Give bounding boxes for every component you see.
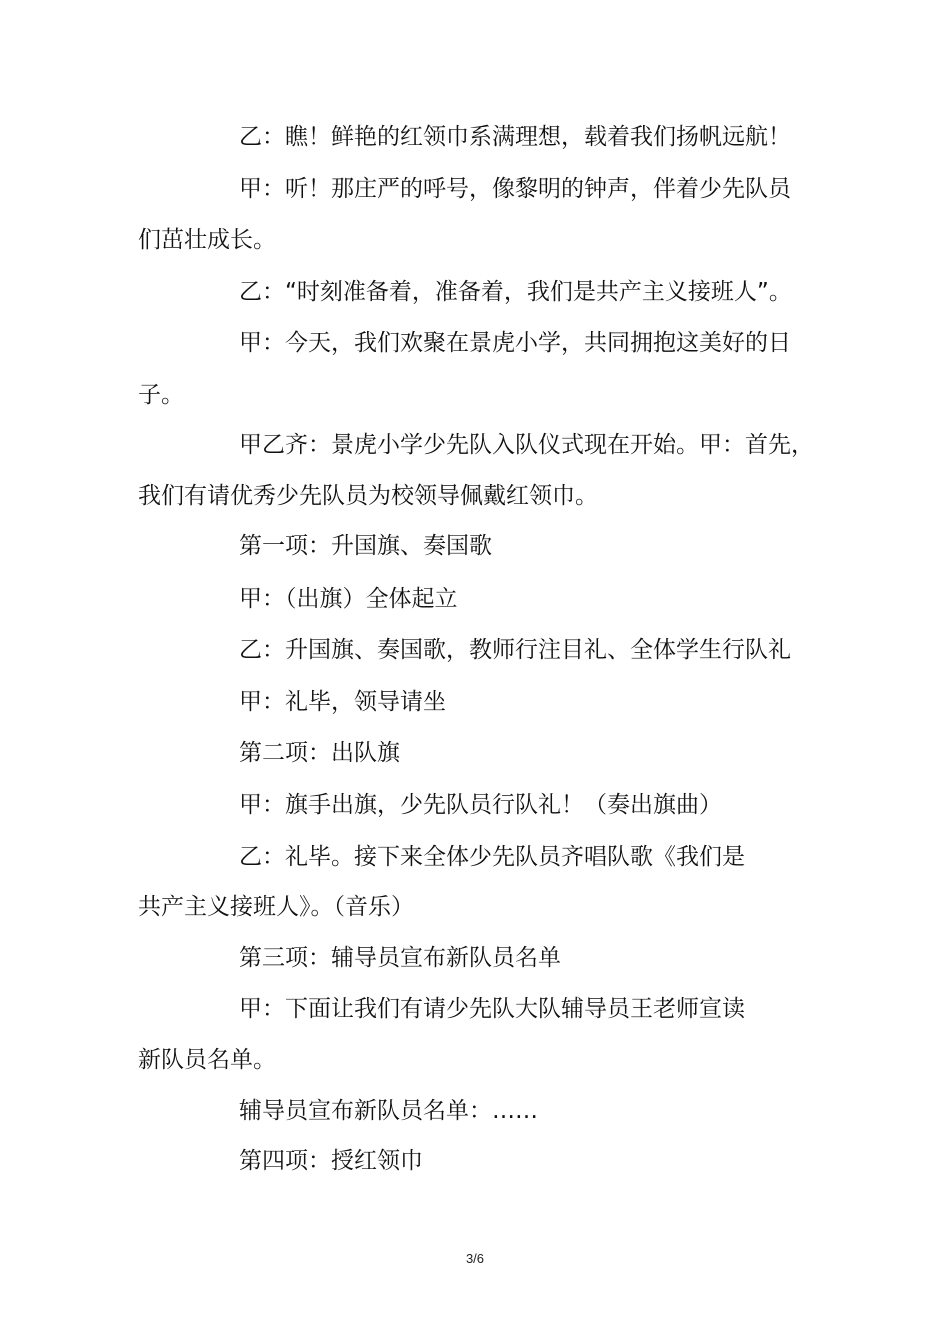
page-number: 3/6: [465, 1251, 485, 1266]
text-line: 乙：“时刻准备着，准备着，我们是共产主义接班人”。: [239, 279, 792, 305]
text-line: 共产主义接班人》。（音乐）: [138, 894, 414, 920]
section-heading: 第三项：辅导员宣布新队员名单: [239, 945, 561, 971]
text-line: 甲乙齐：景虎小学少先队入队仪式现在开始。甲：首先，: [239, 432, 814, 458]
text-line: 乙：升国旗、奏国歌，教师行注目礼、全体学生行队礼: [239, 637, 791, 663]
text-line: 乙：礼毕。接下来全体少先队员齐唱队歌《我们是: [239, 844, 745, 870]
text-line: 辅导员宣布新队员名单：……: [239, 1098, 538, 1124]
section-heading: 第一项：升国旗、奏国歌: [239, 533, 492, 559]
text-line: 甲：（出旗）全体起立: [239, 586, 458, 612]
text-line: 甲：听！那庄严的呼号，像黎明的钟声，伴着少先队员: [239, 176, 791, 202]
text-line: 甲：下面让我们有请少先队大队辅导员王老师宣读: [239, 996, 745, 1022]
text-line: 新队员名单。: [138, 1047, 276, 1073]
text-line: 甲：旗手出旗，少先队员行队礼！（奏出旗曲）: [239, 792, 722, 818]
text-line: 甲：礼毕，领导请坐: [239, 689, 446, 715]
text-line: 甲：今天，我们欢聚在景虎小学，共同拥抱这美好的日: [239, 330, 791, 356]
text-line: 乙：瞧！鲜艳的红领巾系满理想，载着我们扬帆远航！: [239, 124, 791, 150]
text-line: 们茁壮成长。: [138, 227, 276, 253]
section-heading: 第四项：授红领巾: [239, 1148, 423, 1174]
text-line: 我们有请优秀少先队员为校领导佩戴红领巾。: [138, 483, 598, 509]
section-heading: 第二项：出队旗: [239, 740, 400, 766]
text-line: 子。: [138, 382, 184, 408]
